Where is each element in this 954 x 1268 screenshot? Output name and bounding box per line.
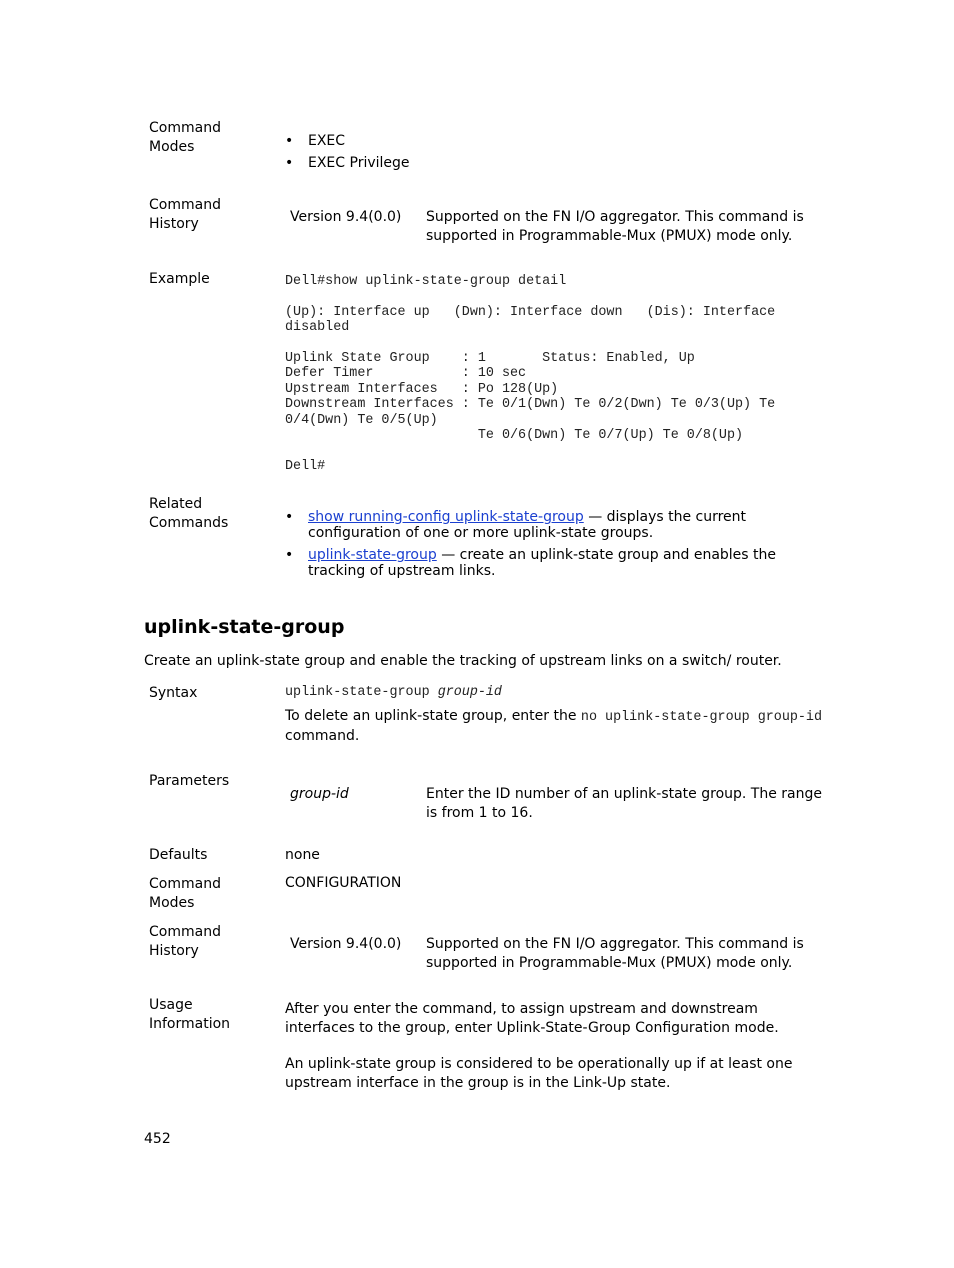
param-name: group-id: [290, 786, 349, 802]
syntax-param: group-id: [437, 685, 502, 700]
bullet-icon: •: [285, 509, 294, 525]
syntax-label: Syntax: [149, 685, 198, 701]
bullet-icon: •: [285, 155, 294, 171]
param-description: Enter the ID number of an uplink-state group. The range is from 1 to 16.: [426, 786, 822, 821]
related-commands-list: [285, 509, 825, 579]
list-item: • uplink-state-group — create an uplink-state group and enables the tracking of upstream links.: [285, 547, 777, 579]
command-modes-value: CONFIGURATION: [285, 875, 402, 891]
list-item: • show running-config uplink-state-group — displays the current configuration of one or more uplink-state groups.: [285, 509, 747, 541]
history-description-2: Supported on the FN I/O aggregator. This command is supported in Programmable-Mux (PMUX) mode only.: [426, 936, 804, 971]
related-link-uplink-state-group[interactable]: uplink-state-group: [308, 547, 437, 563]
syntax-command: uplink-state-group group-id: [285, 685, 502, 700]
usage-information-label: Usage Information: [149, 997, 231, 1032]
section-heading: uplink-state-group: [144, 616, 345, 638]
section-intro: Create an uplink-state group and enable the tracking of upstream links on a switch/ router.: [144, 653, 782, 669]
example-label: Example: [149, 271, 210, 287]
defaults-label: Defaults: [149, 847, 208, 863]
command-modes-list: [285, 133, 825, 171]
page-number: 452: [144, 1131, 171, 1147]
syntax-note: To delete an uplink-state group, enter the no uplink-state-group group-id command.: [285, 708, 822, 744]
example-code-block: Dell#show uplink-state-group detail (Up): Interface up (Dwn): Interface down (Dis): Interface disabled Uplink State Group : 1 Status: Enabled, Up Defer Timer : 10 sec Upstream Interfaces : Po 128(Up) Downstream Interfaces : Te 0/1(Dwn) Te 0/2(Dwn) Te 0/3(Up) Te 0/4(Dwn) Te 0/5(Up) Te 0/6(Dwn) Te 0/7(Up) Te 0/8(Up) Dell#: [285, 274, 776, 474]
command-modes-label-2: Command Modes: [149, 876, 221, 911]
syntax-note-code: no uplink-state-group group-id: [580, 710, 822, 725]
defaults-value: none: [285, 847, 320, 863]
usage-paragraph-2: An uplink-state group is considered to be operationally up if at least one upstream interface in the group is in the Link-Up state.: [285, 1056, 793, 1091]
usage-paragraph-1: After you enter the command, to assign upstream and downstream interfaces to the group, enter Uplink-State-Group Configuration mode.: [285, 1001, 779, 1036]
command-history-label: Command History: [149, 197, 221, 232]
parameters-label: Parameters: [149, 773, 230, 789]
command-modes-label: Command Modes: [149, 120, 221, 155]
history-version-2: Version 9.4(0.0): [290, 936, 402, 952]
bullet-icon: •: [285, 547, 294, 563]
bullet-icon: •: [285, 133, 294, 149]
related-link-show-running-config[interactable]: show running-config uplink-state-group: [308, 509, 584, 525]
related-commands-label: Related Commands: [149, 496, 229, 531]
history-version: Version 9.4(0.0): [290, 209, 402, 225]
command-history-label-2: Command History: [149, 924, 221, 959]
history-description: Supported on the FN I/O aggregator. This command is supported in Programmable-Mux (PMUX) mode only.: [426, 209, 804, 244]
list-item: • EXEC Privilege: [285, 155, 410, 171]
list-item: • EXEC: [285, 133, 346, 149]
